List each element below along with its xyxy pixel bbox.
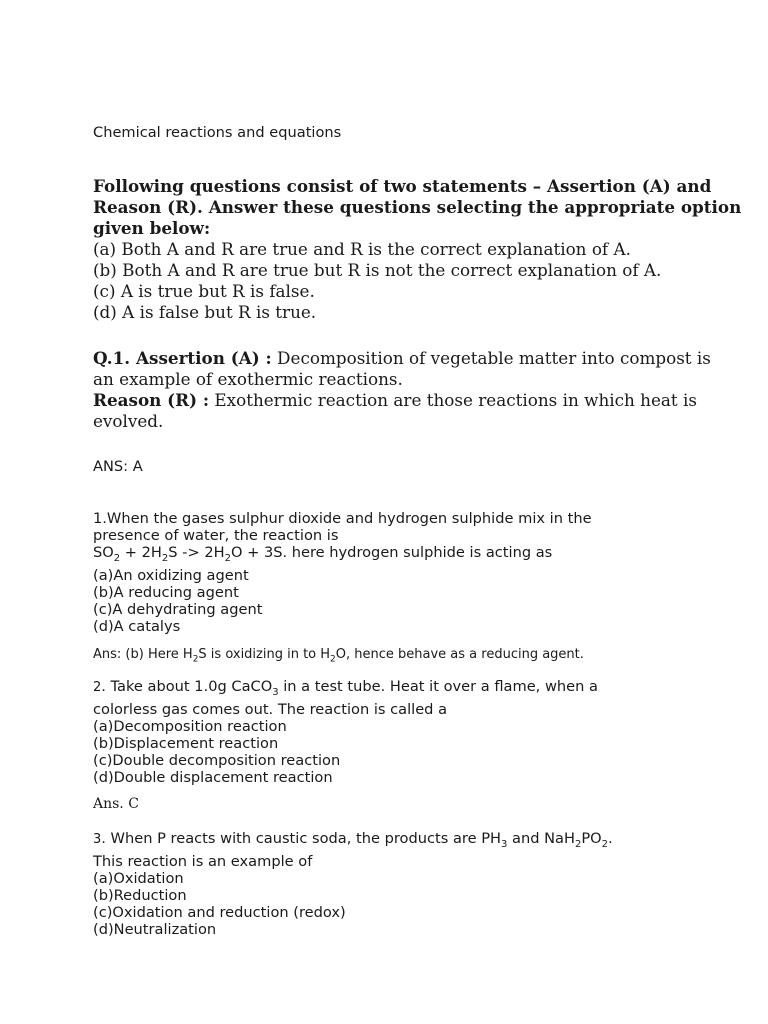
question-text bbox=[93, 830, 613, 853]
subscript: 2 bbox=[113, 552, 121, 564]
equation-part: O + 3S. here hydrogen sulphide is acting as bbox=[230, 544, 553, 561]
question-text: colorless gas comes out. The reaction is called a bbox=[93, 700, 448, 718]
answer-option: (c)Oxidation and reduction (redox) bbox=[93, 903, 346, 921]
mcq-3 bbox=[93, 830, 613, 938]
subscript: 3 bbox=[500, 838, 508, 850]
equation-part: SO bbox=[93, 544, 114, 561]
question-text: 1.When the gases sulphur dioxide and hydrogen sulphide mix in the bbox=[93, 510, 592, 527]
question-part: . When P reacts with caustic soda, the products are PH bbox=[101, 830, 501, 847]
equation-part: + 2H bbox=[120, 544, 162, 561]
question-part: PO bbox=[581, 830, 602, 847]
question-1-assertion-reason bbox=[93, 348, 711, 432]
document-title: Chemical reactions and equations bbox=[93, 124, 342, 141]
answer-option: (c)A dehydrating agent bbox=[93, 600, 263, 618]
question-number: 2 bbox=[93, 680, 102, 695]
question-1-answer: ANS: A bbox=[93, 458, 143, 475]
reaction-equation bbox=[93, 544, 592, 567]
subscript: 2 bbox=[161, 552, 169, 564]
subscript: 3 bbox=[272, 686, 279, 698]
answer-part: S is oxidizing in to H bbox=[198, 647, 331, 662]
answer-option: (d)Double displacement reaction bbox=[93, 768, 333, 786]
reason-label: Reason (R) : bbox=[93, 390, 210, 410]
reason-text: Exothermic reaction are those reactions in which heat is bbox=[209, 390, 697, 410]
answer-option: (a)An oxidizing agent bbox=[93, 566, 249, 584]
assertion-text-continued: an example of exothermic reactions. bbox=[93, 369, 403, 389]
answer-option: (a)Decomposition reaction bbox=[93, 717, 287, 735]
question-text: This reaction is an example of bbox=[93, 852, 313, 870]
question-part: and NaH bbox=[507, 830, 575, 847]
answer-option: (d)A catalys bbox=[93, 617, 181, 635]
instructions-intro-line: given below: bbox=[93, 218, 211, 238]
instructions-option: (c) A is true but R is false. bbox=[93, 281, 315, 301]
answer-option: (a)Oxidation bbox=[93, 869, 184, 887]
mcq-1 bbox=[93, 510, 592, 635]
question-part: . Take about 1.0g CaCO bbox=[101, 678, 273, 695]
question-text bbox=[93, 678, 598, 701]
subscript: 2 bbox=[224, 552, 231, 564]
subscript: 2 bbox=[192, 654, 199, 665]
answer-option: (d)Neutralization bbox=[93, 920, 217, 938]
answer-option: (c)Double decomposition reaction bbox=[93, 751, 341, 769]
instructions-option: (a) Both A and R are true and R is the correct explanation of A. bbox=[93, 239, 631, 259]
assertion-line bbox=[93, 348, 711, 369]
question-text: presence of water, the reaction is bbox=[93, 527, 339, 544]
equation-part: S -> 2H bbox=[168, 544, 225, 561]
question-part: . bbox=[607, 830, 613, 847]
question-number: 3 bbox=[93, 832, 102, 847]
instructions-intro-line: Following questions consist of two statements – Assertion (A) and bbox=[93, 176, 712, 196]
answer-option: (b)Reduction bbox=[93, 886, 187, 904]
assertion-text: Decomposition of vegetable matter into compost is bbox=[271, 348, 711, 368]
mcq-2-answer: Ans. C bbox=[93, 796, 139, 812]
subscript: 2 bbox=[601, 838, 608, 850]
assertion-label: Q.1. Assertion (A) : bbox=[93, 348, 272, 368]
reason-line bbox=[93, 390, 711, 411]
answer-part: O, hence behave as a reducing agent. bbox=[335, 647, 584, 662]
instructions-option: (b) Both A and R are true but R is not the correct explanation of A. bbox=[93, 260, 662, 280]
reason-text-continued: evolved. bbox=[93, 411, 164, 431]
subscript: 2 bbox=[574, 838, 582, 850]
answer-option: (b)Displacement reaction bbox=[93, 734, 279, 752]
instructions-option: (d) A is false but R is true. bbox=[93, 302, 317, 322]
instructions-intro-line: Reason (R). Answer these questions selecting the appropriate option bbox=[93, 197, 742, 217]
question-part: in a test tube. Heat it over a flame, when a bbox=[278, 678, 598, 695]
answer-option: (b)A reducing agent bbox=[93, 583, 239, 601]
instructions-block bbox=[93, 176, 741, 323]
answer-part: Ans: (b) Here H bbox=[93, 647, 193, 662]
subscript: 2 bbox=[330, 654, 336, 665]
mcq-1-answer bbox=[93, 647, 584, 668]
mcq-2 bbox=[93, 678, 598, 786]
